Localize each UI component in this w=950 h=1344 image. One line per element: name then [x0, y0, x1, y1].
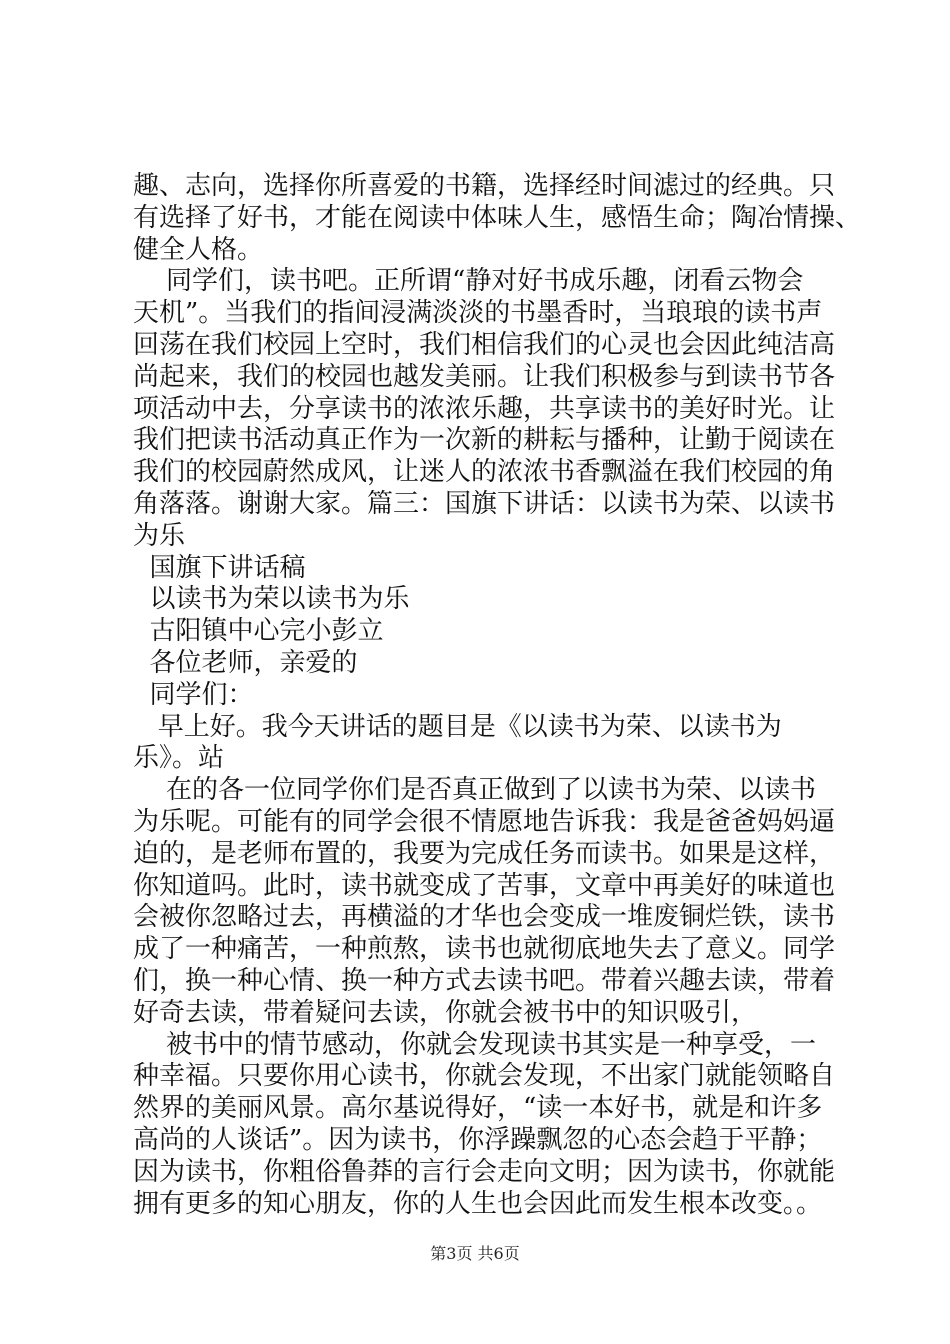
text-line: 然界的美丽风景。高尔基说得好，“读一本好书，就是和许多 — [133, 1093, 823, 1124]
text-line: 回荡在我们校园上空时，我们相信我们的心灵也会因此纯洁高 — [133, 329, 836, 360]
text-line: 尚起来，我们的校园也越发美丽。让我们积极参与到读书节各 — [133, 361, 836, 392]
text-line: 各位老师，亲爱的 — [133, 647, 358, 678]
text-line: 因为读书，你粗俗鲁莽的言行会走向文明；因为读书，你就能 — [133, 1156, 836, 1187]
text-line: 天机”。当我们的指间浸满淡淡的书墨香时，当琅琅的读书声 — [133, 298, 823, 329]
text-line: 成了一种痛苦，一种煎熬，读书也就彻底地失去了意义。同学 — [133, 934, 836, 965]
text-line: 角落落。谢谢大家。篇三：国旗下讲话：以读书为荣、以读书 — [133, 488, 836, 519]
text-line: 拥有更多的知心朋友，你的人生也会因此而发生根本改变。。 — [133, 1188, 823, 1219]
text-line: 被书中的情节感动，你就会发现读书其实是一种享受，一 — [133, 1029, 817, 1060]
text-line: 我们的校园蔚然成风，让迷人的浓浓书香飘溢在我们校园的角 — [133, 457, 836, 488]
text-line: 项活动中去，分享读书的浓浓乐趣，共享读书的美好时光。让 — [133, 393, 836, 424]
text-line: 乐》。站 — [133, 743, 225, 774]
text-line: 们，换一种心情、换一种方式去读书吧。带着兴趣去读，带着 — [133, 965, 836, 996]
text-line: 以读书为荣以读书为乐 — [133, 584, 410, 615]
text-line: 同学们，读书吧。正所谓“静对好书成乐趣，闭看云物会 — [133, 266, 804, 297]
text-line: 会被你忽略过去，再横溢的才华也会变成一堆废铜烂铁，读书 — [133, 902, 836, 933]
text-line: 我们把读书活动真正作为一次新的耕耘与播种，让勤于阅读在 — [133, 425, 836, 456]
text-line: 趣、志向，选择你所喜爱的书籍，选择经时间滤过的经典。只 — [133, 171, 836, 201]
text-line: 同学们： — [133, 679, 254, 710]
text-line: 古阳镇中心完小彭立 — [133, 616, 384, 647]
text-line: 为乐 — [133, 520, 186, 551]
text-line: 早上好。我今天讲话的题目是《以读书为荣、以读书为 — [133, 711, 782, 742]
text-line: 好奇去读，带着疑问去读，你就会被书中的知识吸引， — [133, 997, 758, 1028]
text-line: 你知道吗。此时，读书就变成了苦事，文章中再美好的味道也 — [133, 870, 836, 901]
text-line: 有选择了好书，才能在阅读中体味人生，感悟生命；陶冶情操、 — [133, 202, 862, 233]
text-line: 在的各一位同学你们是否真正做到了以读书为荣、以读书 — [133, 775, 817, 806]
body-text — [133, 171, 862, 1220]
text-line: 健全人格。 — [133, 234, 264, 265]
page-footer: 第3页 共6页 — [430, 1244, 520, 1263]
text-line: 种幸福。只要你用心读书，你就会发现，不出家门就能领略自 — [133, 1061, 836, 1092]
text-line: 国旗下讲话稿 — [133, 552, 306, 583]
text-line: 迫的，是老师布置的，我要为完成任务而读书。如果是这样， — [133, 838, 836, 869]
text-line: 为乐呢。可能有的同学会很不情愿地告诉我：我是爸爸妈妈逼 — [133, 806, 836, 837]
text-line: 高尚的人谈话”。因为读书，你浮躁飘忽的心态会趋于平静； — [133, 1124, 823, 1155]
